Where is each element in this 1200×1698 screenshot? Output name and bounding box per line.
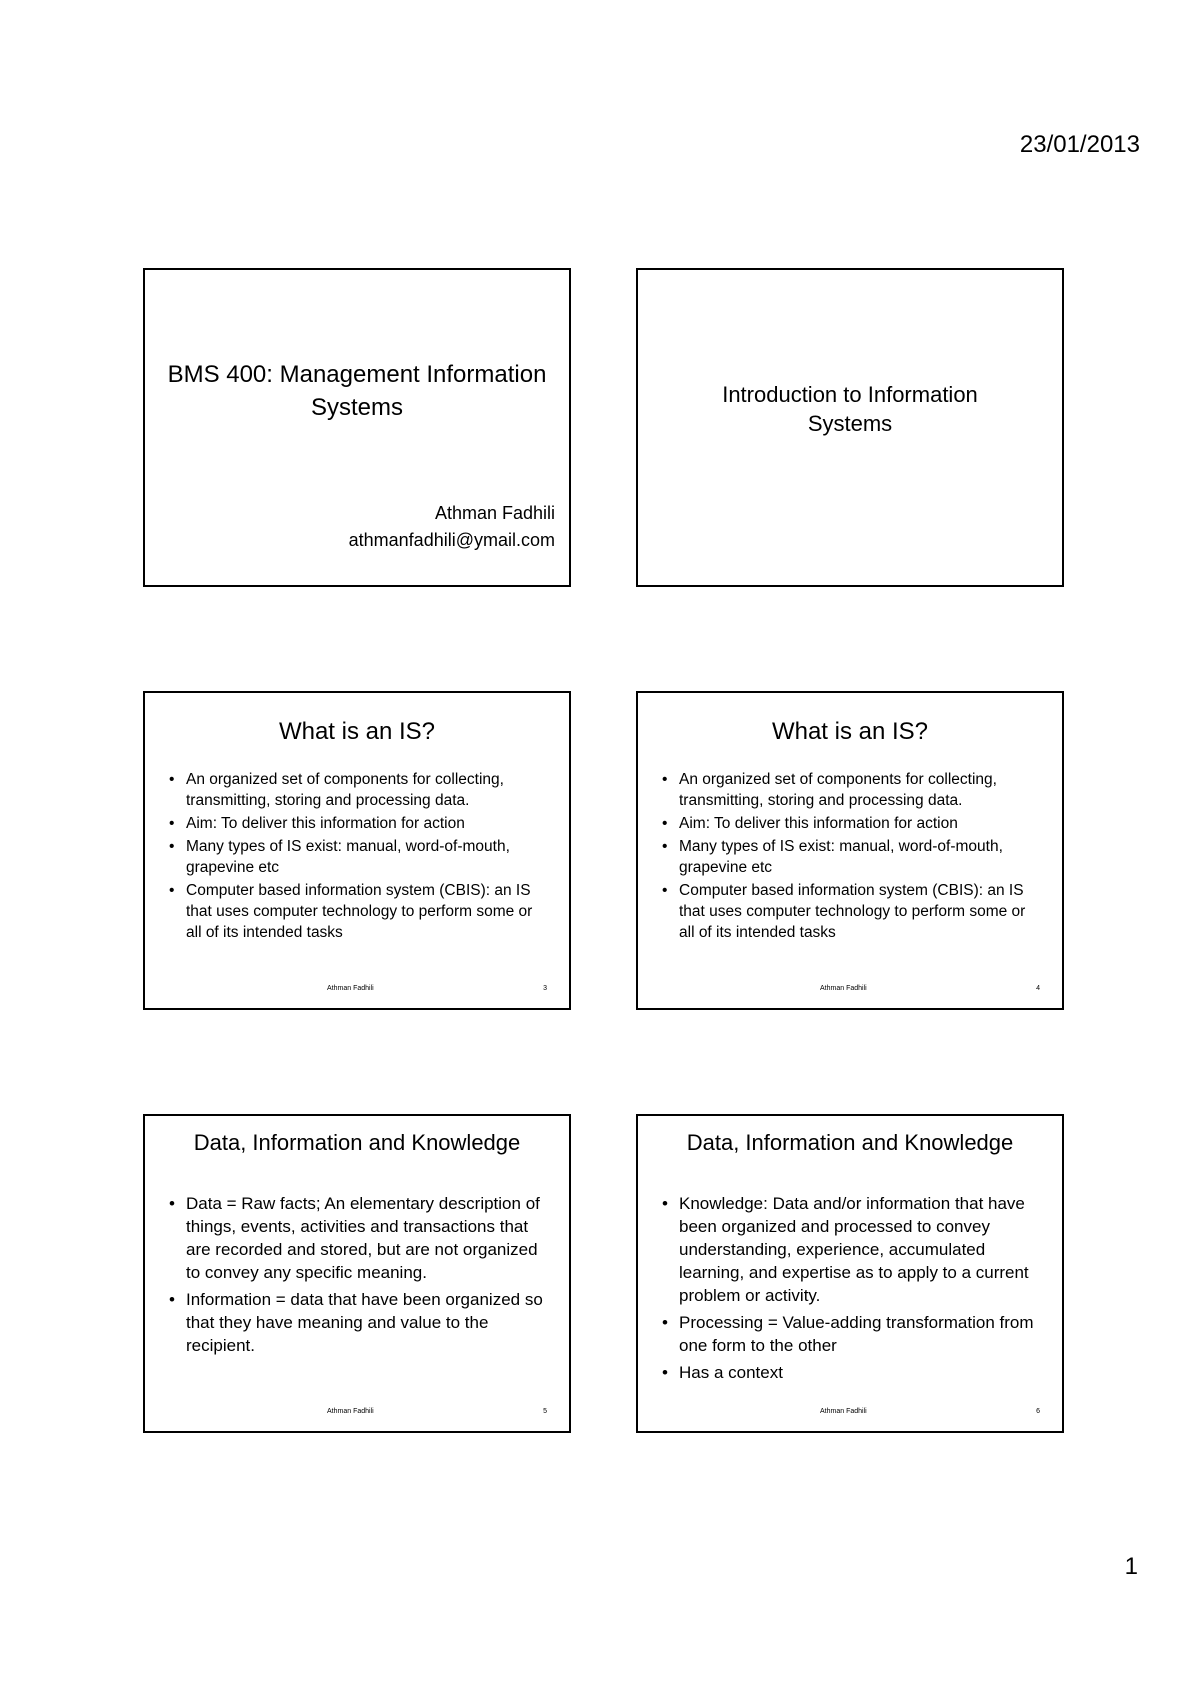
bullet-item: • Many types of IS exist: manual, word-of-mouth, grapevine etc xyxy=(169,836,547,878)
slide-title-line-2: Systems xyxy=(807,411,893,436)
slide-footer-author: Athman Fadhili xyxy=(820,985,867,992)
bullet-item: • Data = Raw facts; An elementary description of things, events, activities and transactions that are recorded and stored, but are not organized to convey any specific meaning. xyxy=(169,1192,547,1284)
slide-3 xyxy=(143,691,571,1010)
slide-title: What is an IS? xyxy=(278,718,436,745)
bullet-list xyxy=(662,1192,1040,1388)
slide-4 xyxy=(636,691,1064,1010)
bullet-list xyxy=(662,769,1040,945)
bullet-item: • Computer based information system (CBIS): an IS that uses computer technology to perform some or all of its intended tasks xyxy=(662,880,1040,943)
slide-author xyxy=(349,500,555,554)
bullet-item: • Many types of IS exist: manual, word-of-mouth, grapevine etc xyxy=(662,836,1040,878)
author-name: Athman Fadhili xyxy=(434,503,555,523)
slide-title xyxy=(638,380,1062,438)
author-email: athmanfadhili@ymail.com xyxy=(348,530,555,550)
slide-title-line-1: Introduction to Information xyxy=(722,382,978,407)
bullet-item: • Knowledge: Data and/or information that have been organized and processed to convey understanding, experience, accumulated learning, and expertise as to apply to a current problem or activity. xyxy=(662,1192,1040,1307)
slide-footer-number: 4 xyxy=(1036,985,1040,992)
slide-footer-author: Athman Fadhili xyxy=(820,1408,867,1415)
slide-footer-author: Athman Fadhili xyxy=(327,1408,374,1415)
slide-title: What is an IS? xyxy=(771,718,929,745)
bullet-item: • An organized set of components for collecting, transmitting, storing and processing data. xyxy=(169,769,547,811)
bullet-item: • Processing = Value-adding transformation from one form to the other xyxy=(662,1311,1040,1357)
slide-footer-number: 6 xyxy=(1036,1408,1040,1415)
bullet-item: • Aim: To deliver this information for action xyxy=(662,813,1040,834)
slide-footer-author: Athman Fadhili xyxy=(327,985,374,992)
bullet-item: • An organized set of components for collecting, transmitting, storing and processing data. xyxy=(662,769,1040,811)
slide-5 xyxy=(143,1114,571,1433)
bullet-item: • Computer based information system (CBIS): an IS that uses computer technology to perform some or all of its intended tasks xyxy=(169,880,547,943)
slide-footer-number: 3 xyxy=(543,985,547,992)
bullet-item: • Information = data that have been organized so that they have meaning and value to the recipient. xyxy=(169,1288,547,1357)
slide-title xyxy=(145,358,569,424)
bullet-item: • Aim: To deliver this information for action xyxy=(169,813,547,834)
page-number: 1 xyxy=(1124,1553,1138,1580)
slide-6 xyxy=(636,1114,1064,1433)
slide-title-line-1: BMS 400: Management Information xyxy=(167,361,547,388)
bullet-item: • Has a context xyxy=(662,1361,1040,1384)
slide-1 xyxy=(143,268,571,587)
slide-title: Data, Information and Knowledge xyxy=(193,1130,521,1155)
page-date: 23/01/2013 xyxy=(1019,131,1140,158)
slide-footer-number: 5 xyxy=(543,1408,547,1415)
slide-title-line-2: Systems xyxy=(310,394,403,421)
slide-title: Data, Information and Knowledge xyxy=(686,1130,1014,1155)
bullet-list xyxy=(169,769,547,945)
bullet-list xyxy=(169,1192,547,1361)
slide-2 xyxy=(636,268,1064,587)
